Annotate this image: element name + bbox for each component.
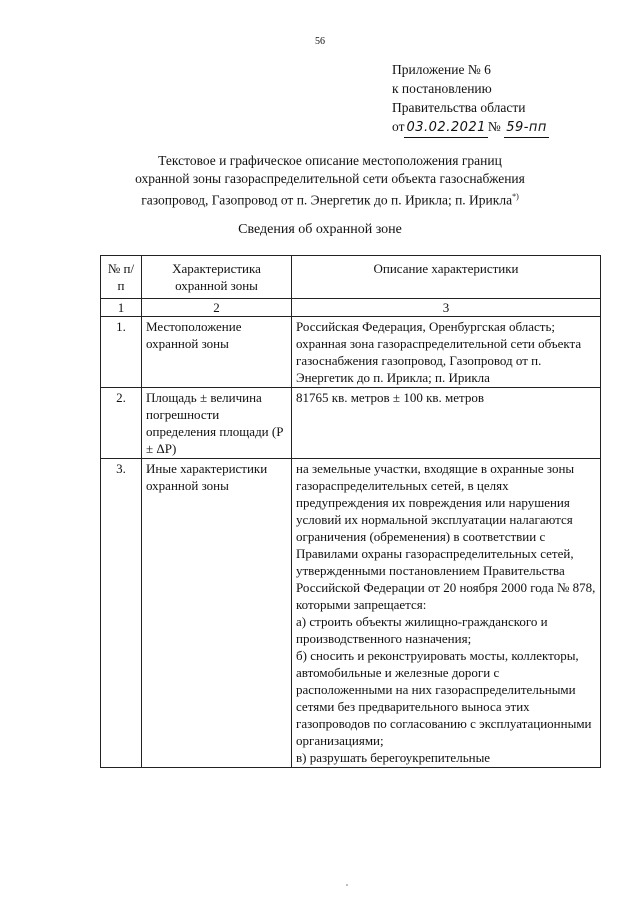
index-cell-3: 3 xyxy=(292,299,601,317)
title-line-1: Текстовое и графическое описание местоположения границ xyxy=(158,153,502,168)
restriction-item-a: а) строить объекты жилищно-гражданского и производственного назначения; xyxy=(296,614,548,646)
header-description: Описание характеристики xyxy=(292,256,601,299)
scan-speck xyxy=(346,884,348,886)
row-number: 3. xyxy=(101,459,142,768)
row-characteristic: Площадь ± величина погрешности определения площади (Р ± ΔР) xyxy=(142,388,292,459)
appendix-title: Приложение № 6 xyxy=(392,62,491,77)
restrictions-intro: на земельные участки, входящие в охранные зоны газораспределительных сетей, в целях предупреждения их повреждения или нарушения условий их нормальной эксплуатации налагаются ограничения (обременения) в соответствии с Правилами охраны газораспределительных сетей, утвержденными постановлением Правительства Российской Федерации от 20 ноября 2000 года № 878, которыми запрещается: xyxy=(296,461,596,612)
title-line-2: охранной зоны газораспределительной сети объекта газоснабжения xyxy=(135,171,525,186)
handwritten-number: 59-пп xyxy=(504,118,549,138)
header-number: № п/п xyxy=(101,256,142,299)
document-title xyxy=(60,152,600,210)
table-row xyxy=(101,388,601,459)
header-characteristic: Характеристика охранной зоны xyxy=(142,256,292,299)
index-cell-2: 2 xyxy=(142,299,292,317)
zone-info-table xyxy=(100,255,601,768)
row-characteristic: Иные характеристики охранной зоны xyxy=(142,459,292,768)
page-number: 56 xyxy=(315,36,325,47)
row-number: 1. xyxy=(101,317,142,388)
table-row xyxy=(101,317,601,388)
appendix-date-number xyxy=(392,117,549,138)
appendix-line-2: к постановлению xyxy=(392,81,492,96)
index-cell-1: 1 xyxy=(101,299,142,317)
table-header-row xyxy=(101,256,601,299)
title-line-3-text: газопровод, Газопровод от п. Энергетик до п. Ирикла; п. Ирикла xyxy=(141,192,513,208)
section-subtitle: Сведения об охранной зоне xyxy=(238,222,402,237)
row-description: Российская Федерация, Оренбургская область; охранная зона газораспределительной сети объекта газоснабжения газопровод, Газопровод от п. Энергетик до п. Ирикла; п. Ирикла xyxy=(292,317,601,388)
table-index-row xyxy=(101,299,601,317)
row-description: 81765 кв. метров ± 100 кв. метров xyxy=(292,388,601,459)
row-description xyxy=(292,459,601,768)
handwritten-date: 03.02.2021 xyxy=(404,118,487,138)
footnote-mark: *) xyxy=(512,192,519,201)
row-characteristic: Местоположение охранной зоны xyxy=(142,317,292,388)
number-label: № xyxy=(487,119,501,134)
table-row xyxy=(101,459,601,768)
appendix-line-3: Правительства области xyxy=(392,100,526,115)
row-number: 2. xyxy=(101,388,142,459)
from-label: от xyxy=(392,119,405,134)
restriction-item-c: в) разрушать берегоукрепительные xyxy=(296,750,491,765)
appendix-block xyxy=(392,60,549,138)
title-line-3 xyxy=(60,188,600,210)
restriction-item-b: б) сносить и реконструировать мосты, коллекторы, автомобильные и железные дороги с расположенными на них газораспределительными сетями без предварительного выноса этих газопроводов по согласованию с эксплуатационными организациями; xyxy=(296,648,592,748)
